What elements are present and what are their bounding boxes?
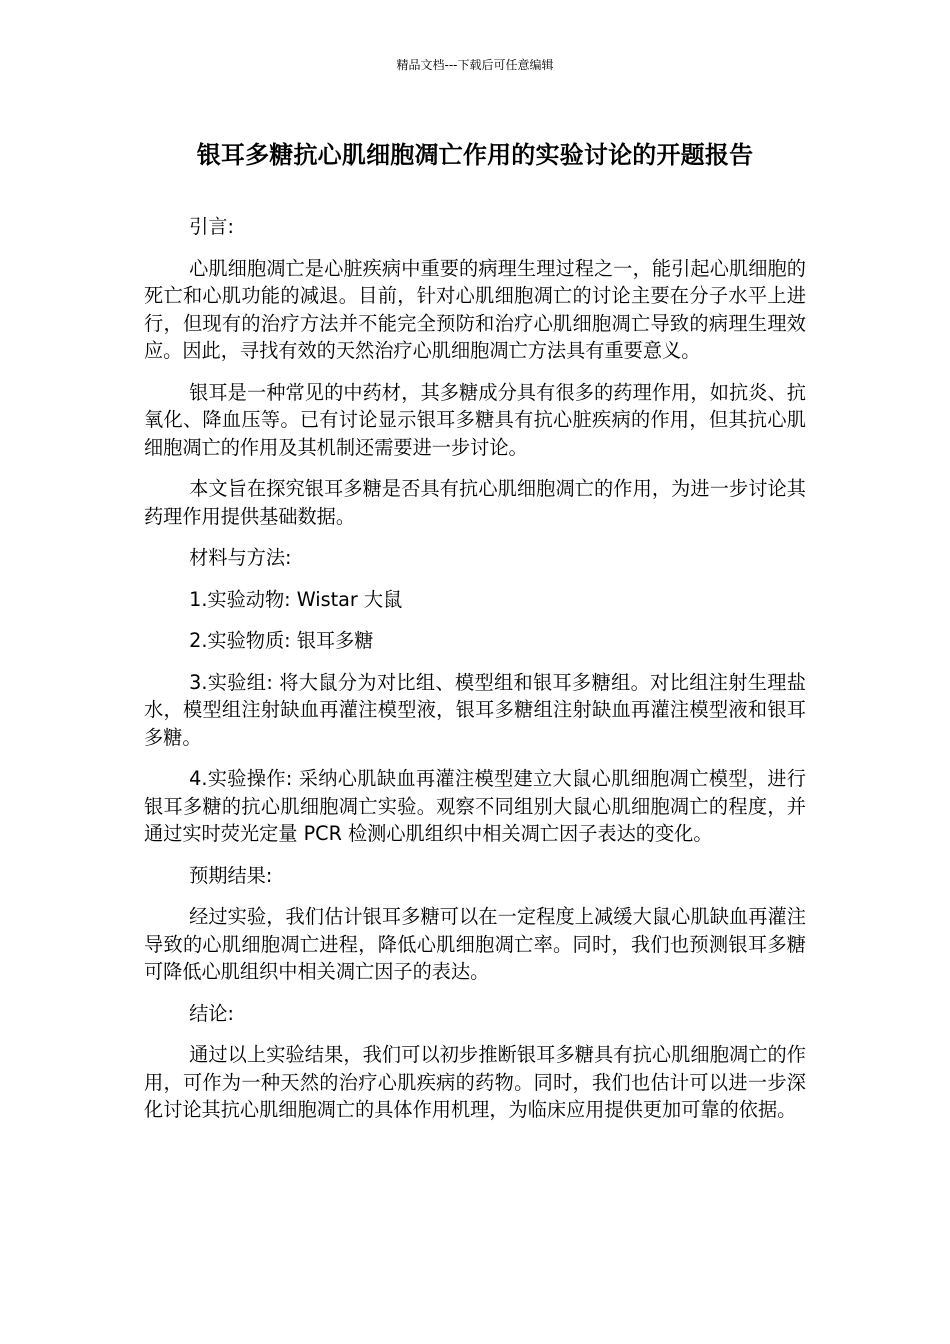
paragraph-purpose: 本文旨在探究银耳多糖是否具有抗心肌细胞凋亡的作用，为进一步讨论其药理作用提供基础数据。 xyxy=(144,477,806,528)
method-item-animals: 1.实验动物: Wistar 大鼠 xyxy=(189,587,403,611)
section-heading-methods: 材料与方法: xyxy=(189,546,292,569)
paragraph-introduction-background: 心肌细胞凋亡是心脏疾病中重要的病理生理过程之一，能引起心肌细胞的死亡和心肌功能的减退。目前，针对心肌细胞凋亡的讨论主要在分子水平上进行，但现有的治疗方法并不能完全预防和治疗心肌细胞凋亡导致的病理生理效应。因此，寻找有效的天然治疗心肌细胞凋亡方法具有重要意义。 xyxy=(144,256,806,362)
section-heading-introduction: 引言: xyxy=(189,215,234,238)
paragraph-conclusion: 通过以上实验结果，我们可以初步推断银耳多糖具有抗心肌细胞凋亡的作用，可作为一种天然的治疗心肌疾病的药物。同时，我们也估计可以进一步深化讨论其抗心肌细胞凋亡的具体作用机理，为临床应用提供更加可靠的依据。 xyxy=(144,1043,806,1121)
document-title: 银耳多糖抗心肌细胞凋亡作用的实验讨论的开题报告 xyxy=(196,141,754,169)
method-item-substance: 2.实验物质: 银耳多糖 xyxy=(189,629,374,652)
method-item-operation: 4.实验操作: 采纳心肌缺血再灌注模型建立大鼠心肌细胞凋亡模型，进行银耳多糖的抗心肌细胞凋亡实验。观察不同组别大鼠心肌细胞凋亡的程度，并通过实时荧光定量 PCR 检测心肌组织中相关凋亡因子表达的变化。 xyxy=(144,767,806,845)
paragraph-tremella-background: 银耳是一种常见的中药材，其多糖成分具有很多的药理作用，如抗炎、抗氧化、降血压等。已有讨论显示银耳多糖具有抗心脏疾病的作用，但其抗心肌细胞凋亡的作用及其机制还需要进一步讨论。 xyxy=(144,380,806,459)
paragraph-expected-results: 经过实验，我们估计银耳多糖可以在一定程度上减缓大鼠心肌缺血再灌注导致的心肌细胞凋亡进程，降低心肌细胞凋亡率。同时，我们也预测银耳多糖可降低心肌组织中相关凋亡因子的表达。 xyxy=(144,905,806,983)
section-heading-expected-results: 预期结果: xyxy=(189,863,273,887)
document-body xyxy=(144,213,806,1138)
method-item-groups: 3.实验组: 将大鼠分为对比组、模型组和银耳多糖组。对比组注射生理盐水，模型组注射缺血再灌注模型液，银耳多糖组注射缺血再灌注模型液和银耳多糖。 xyxy=(144,670,806,749)
page-header: 精品文档---下载后可任意编辑 xyxy=(396,58,554,72)
section-heading-conclusion: 结论: xyxy=(189,1001,234,1025)
